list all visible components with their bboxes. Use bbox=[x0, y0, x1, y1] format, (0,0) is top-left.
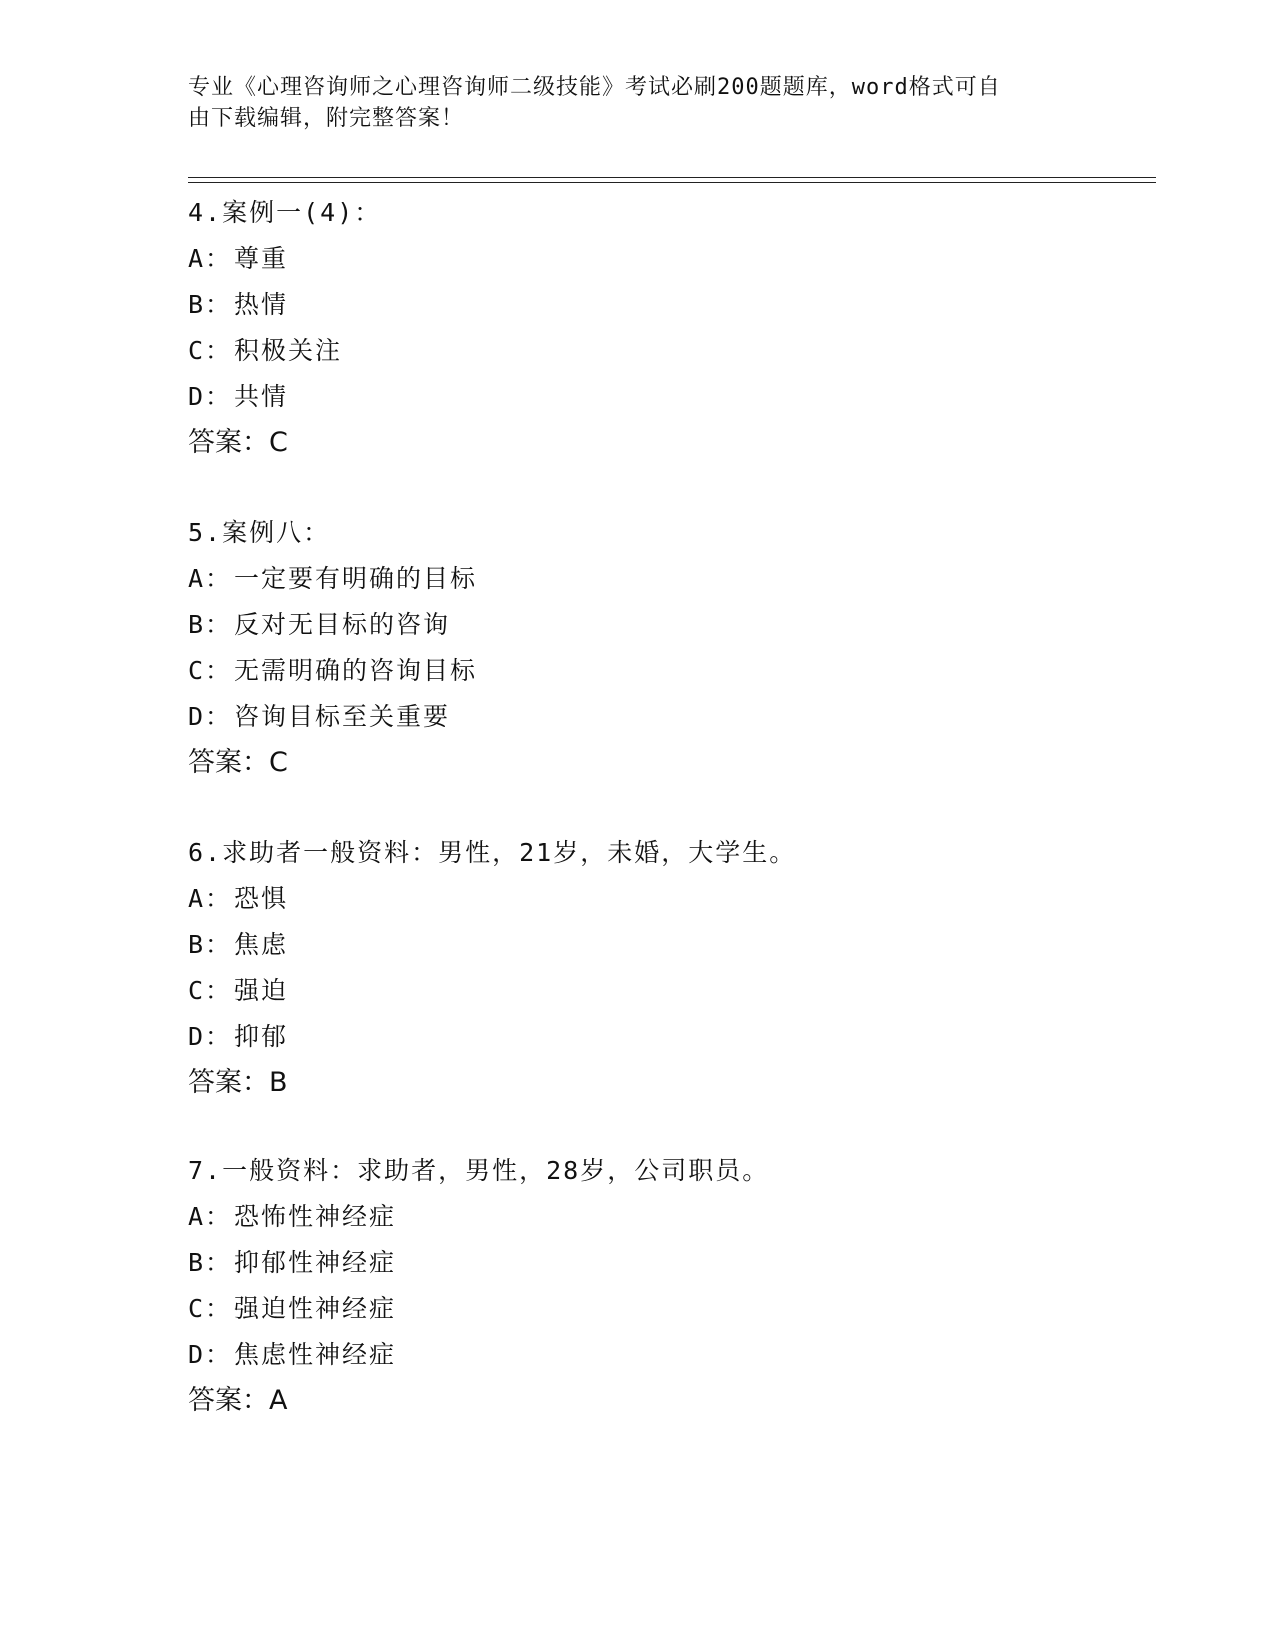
option-key: C： bbox=[188, 336, 233, 365]
question-title: 5.案例八： bbox=[188, 518, 331, 547]
document-header bbox=[188, 72, 1068, 134]
option-d bbox=[188, 374, 1148, 420]
option-text: 恐怖性神经症 bbox=[234, 1202, 397, 1231]
option-text: 共情 bbox=[234, 382, 289, 411]
option-d bbox=[188, 1014, 1148, 1060]
option-b bbox=[188, 922, 1148, 968]
header-divider-top bbox=[188, 177, 1156, 178]
option-key: B： bbox=[188, 290, 233, 319]
option-key: B： bbox=[188, 930, 233, 959]
option-c bbox=[188, 648, 1148, 694]
option-c bbox=[188, 328, 1148, 374]
option-a bbox=[188, 556, 1148, 602]
question-4 bbox=[188, 190, 1148, 466]
question-title: 4.案例一(4)： bbox=[188, 198, 382, 227]
question-7 bbox=[188, 1148, 1148, 1424]
question-6 bbox=[188, 830, 1148, 1106]
option-key: B： bbox=[188, 1248, 233, 1277]
question-5 bbox=[188, 510, 1148, 786]
option-key: C： bbox=[188, 1294, 233, 1323]
option-text: 反对无目标的咨询 bbox=[234, 610, 451, 639]
option-d bbox=[188, 694, 1148, 740]
option-c bbox=[188, 968, 1148, 1014]
option-c bbox=[188, 1286, 1148, 1332]
option-key: C： bbox=[188, 976, 233, 1005]
option-key: D： bbox=[188, 702, 233, 731]
option-text: 焦虑性神经症 bbox=[234, 1340, 397, 1369]
option-text: 恐惧 bbox=[234, 884, 289, 913]
option-key: B： bbox=[188, 610, 233, 639]
answer-line: 答案：C bbox=[188, 427, 288, 458]
option-text: 强迫性神经症 bbox=[234, 1294, 397, 1323]
option-b bbox=[188, 1240, 1148, 1286]
option-text: 尊重 bbox=[234, 244, 289, 273]
header-divider-bottom bbox=[188, 182, 1156, 183]
option-key: A： bbox=[188, 1202, 233, 1231]
option-text: 抑郁 bbox=[234, 1022, 289, 1051]
option-text: 无需明确的咨询目标 bbox=[234, 656, 478, 685]
option-text: 强迫 bbox=[234, 976, 289, 1005]
answer-line: 答案：A bbox=[188, 1385, 288, 1416]
option-b bbox=[188, 602, 1148, 648]
option-key: A： bbox=[188, 884, 233, 913]
option-key: D： bbox=[188, 1340, 233, 1369]
header-line-1: 专业《心理咨询师之心理咨询师二级技能》考试必刷200题题库，word格式可自 bbox=[188, 75, 1001, 100]
option-a bbox=[188, 236, 1148, 282]
option-text: 积极关注 bbox=[234, 336, 343, 365]
option-text: 焦虑 bbox=[234, 930, 289, 959]
option-b bbox=[188, 282, 1148, 328]
option-a bbox=[188, 876, 1148, 922]
option-key: D： bbox=[188, 1022, 233, 1051]
option-a bbox=[188, 1194, 1148, 1240]
question-title: 6.求助者一般资料：男性，21岁，未婚，大学生。 bbox=[188, 838, 797, 867]
option-text: 抑郁性神经症 bbox=[234, 1248, 397, 1277]
answer-line: 答案：B bbox=[188, 1067, 288, 1098]
header-line-2: 由下载编辑，附完整答案！ bbox=[188, 106, 465, 131]
answer-line: 答案：C bbox=[188, 747, 288, 778]
option-key: C： bbox=[188, 656, 233, 685]
question-title: 7.一般资料：求助者，男性，28岁，公司职员。 bbox=[188, 1156, 770, 1185]
option-key: D： bbox=[188, 382, 233, 411]
option-text: 咨询目标至关重要 bbox=[234, 702, 451, 731]
option-text: 热情 bbox=[234, 290, 289, 319]
option-text: 一定要有明确的目标 bbox=[234, 564, 478, 593]
option-key: A： bbox=[188, 564, 233, 593]
option-key: A： bbox=[188, 244, 233, 273]
option-d bbox=[188, 1332, 1148, 1378]
